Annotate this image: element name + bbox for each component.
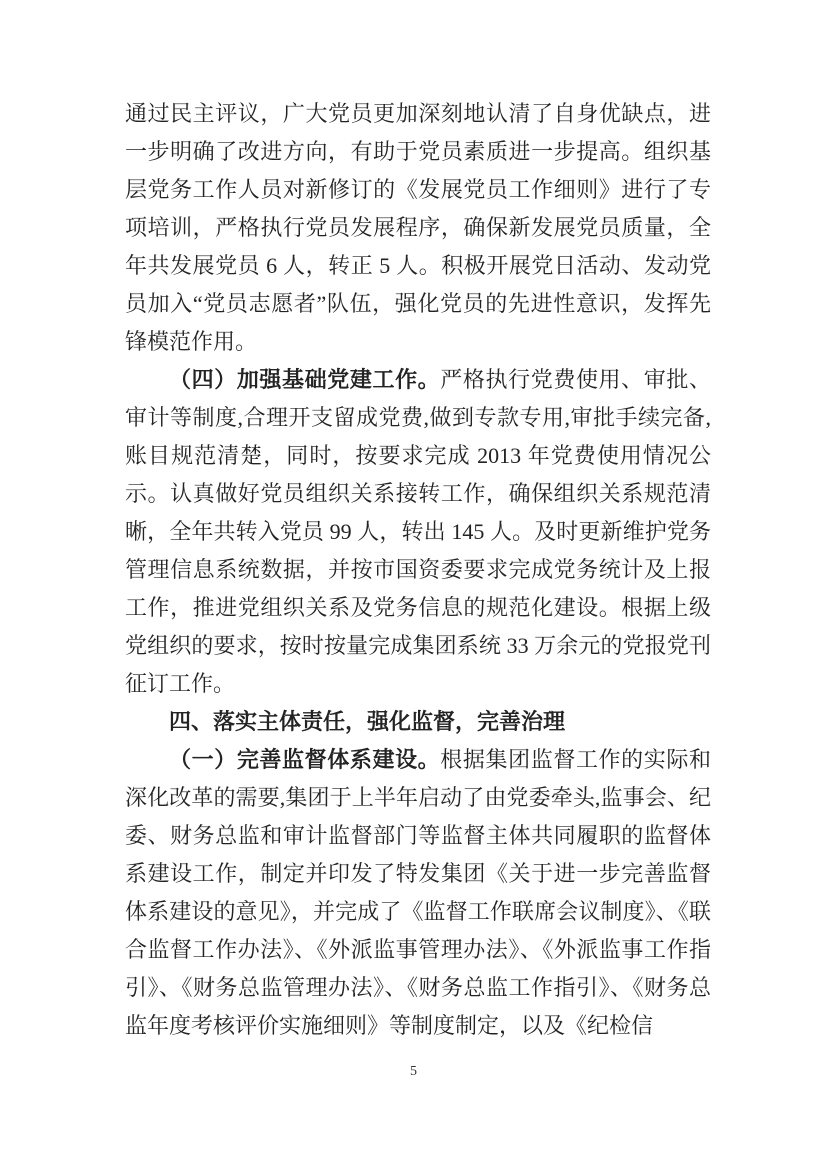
bold-lead-in-text: （四）加强基础党建工作。 (169, 367, 441, 392)
bold-lead-in-text: （一）完善监督体系建设。 (169, 747, 441, 772)
paragraph (125, 741, 711, 1045)
body-text: 根据集团监督工作的实际和深化改革的需要,集团于上半年启动了由党委牵头,监事会、纪委、财务总监和审计监督部门等监督主体共同履职的监督体系建设工作，制定并印发了特发集团《关于进一步完善监督体系建设的意见》，并完成了《监督工作联席会议制度》、《联合监督工作办法》、《外派监事管理办法》、《外派监事工作指引》、《财务总监管理办法》、《财务总监工作指引》、《财务总监年度考核评价实施细则》等制度制定，以及《纪检信 (125, 747, 711, 1038)
body-text: 通过民主评议，广大党员更加深刻地认清了自身优缺点，进一步明确了改进方向，有助于党员素质进一步提高。组织基层党务工作人员对新修订的《发展党员工作细则》进行了专项培训，严格执行党员发展程序，确保新发展党员质量，全年共发展党员 6 人，转正 5 人。积极开展党日活动、发动党员加入“党员志愿者”队伍，强化党员的先进性意识，发挥先锋模范作用。 (125, 101, 711, 354)
page-number: 5 (410, 1064, 417, 1079)
paragraph (125, 95, 711, 361)
section-heading (125, 703, 711, 741)
bold-lead-in-text: 四、落实主体责任，强化监督，完善治理 (169, 709, 566, 734)
page-footer (0, 1062, 827, 1082)
body-text: 严格执行党费使用、审批、审计等制度,合理开支留成党费,做到专款专用,审批手续完备,账目规范清楚，同时，按要求完成 2013 年党费使用情况公示。认真做好党员组织关系接转工作，确保组织关系规范清晰，全年共转入党员 99 人，转出 145 人。及时更新维护党务管理信息系统数据，并按市国资委要求完成党务统计及上报工作，推进党组织关系及党务信息的规范化建设。根据上级党组织的要求，按时按量完成集团系统 33 万余元的党报党刊征订工作。 (125, 367, 711, 696)
paragraph (125, 361, 711, 703)
document-body (125, 95, 711, 1045)
